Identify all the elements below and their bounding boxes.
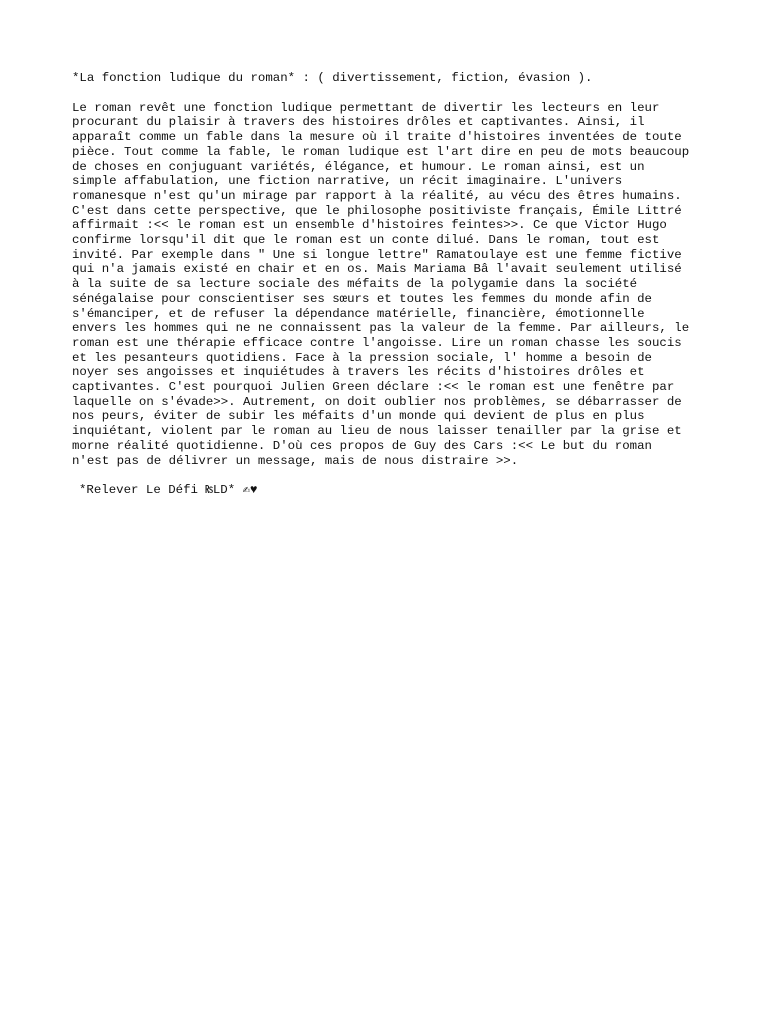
paragraph-line: laquelle on s'évade>>. Autrement, on doit oublier nos problèmes, se débarrasser de xyxy=(72,394,682,409)
paragraph-line: procurant du plaisir à travers des histoires drôles et captivantes. Ainsi, il xyxy=(72,115,645,130)
paragraph-line: et les pesanteurs quotidiens. Face à la pression sociale, l' homme a besoin de xyxy=(72,350,652,365)
paragraph-line: C'est dans cette perspective, que le philosophe positiviste français, Émile Littré xyxy=(72,203,682,218)
paragraph-line: sénégalaise pour conscientiser ses sœurs et toutes les femmes du monde afin de xyxy=(72,291,652,306)
document-heading: *La fonction ludique du roman* : ( divertissement, fiction, évasion ). xyxy=(72,71,593,85)
paragraph-line: invité. Par exemple dans " Une si longue lettre" Ramatoulaye est une femme fictive xyxy=(72,247,682,262)
paragraph-line: noyer ses angoisses et inquiétudes à travers les récits d'histoires drôles et xyxy=(72,365,645,380)
paragraph-line: Le roman revêt une fonction ludique permettant de divertir les lecteurs en leur xyxy=(72,100,660,115)
paragraph-line: n'est pas de délivrer un message, mais de nous distraire >>. xyxy=(72,453,519,468)
paragraph-line: nos peurs, éviter de subir les méfaits d'un monde qui devient de plus en plus xyxy=(72,409,645,424)
document-page xyxy=(72,71,712,498)
paragraph-line: pièce. Tout comme la fable, le roman ludique est l'art dire en peu de mots beaucoup xyxy=(72,144,690,159)
paragraph-line: simple affabulation, une fiction narrative, un récit imaginaire. L'univers xyxy=(72,174,623,189)
paragraph-line: inquiétant, violent par le roman au lieu de nous laisser tenailler par la grise et xyxy=(72,424,682,439)
paragraph-line: à la suite de sa lecture sociale des méfaits de la polygamie dans la société xyxy=(72,277,638,292)
paragraph-line: roman est une thérapie efficace contre l'angoisse. Lire un roman chasse les soucis xyxy=(72,335,682,350)
paragraph-line: envers les hommes qui ne ne connaissent pas la valeur de la femme. Par ailleurs, le xyxy=(72,321,690,336)
paragraph-line: s'émanciper, et de refuser la dépendance matérielle, financière, émotionnelle xyxy=(72,306,645,321)
paragraph-line: qui n'a jamais existé en chair et en os. Mais Mariama Bâ l'avait seulement utilisé xyxy=(72,262,682,277)
paragraph-line: de choses en conjuguant variétés, élégance, et humour. Le roman ainsi, est un xyxy=(72,159,645,174)
body-paragraph xyxy=(72,101,712,469)
paragraph-line: confirme lorsqu'il dit que le roman est un conte dilué. Dans le roman, tout est xyxy=(72,233,660,248)
signature-line: *Relever Le Défi ₨LD* ✍♥ xyxy=(79,483,258,498)
paragraph-line: captivantes. C'est pourquoi Julien Green déclare :<< le roman est une fenêtre par xyxy=(72,380,675,395)
paragraph-line: affirmait :<< le roman est un ensemble d'histoires feintes>>. Ce que Victor Hugo xyxy=(72,218,667,233)
paragraph-line: romanesque n'est qu'un mirage par rapport à la réalité, au vécu des êtres humains. xyxy=(72,188,682,203)
paragraph-line: morne réalité quotidienne. D'où ces propos de Guy des Cars :<< Le but du roman xyxy=(72,438,652,453)
paragraph-line: apparaît comme un fable dans la mesure où il traite d'histoires inventées de toute xyxy=(72,130,682,145)
